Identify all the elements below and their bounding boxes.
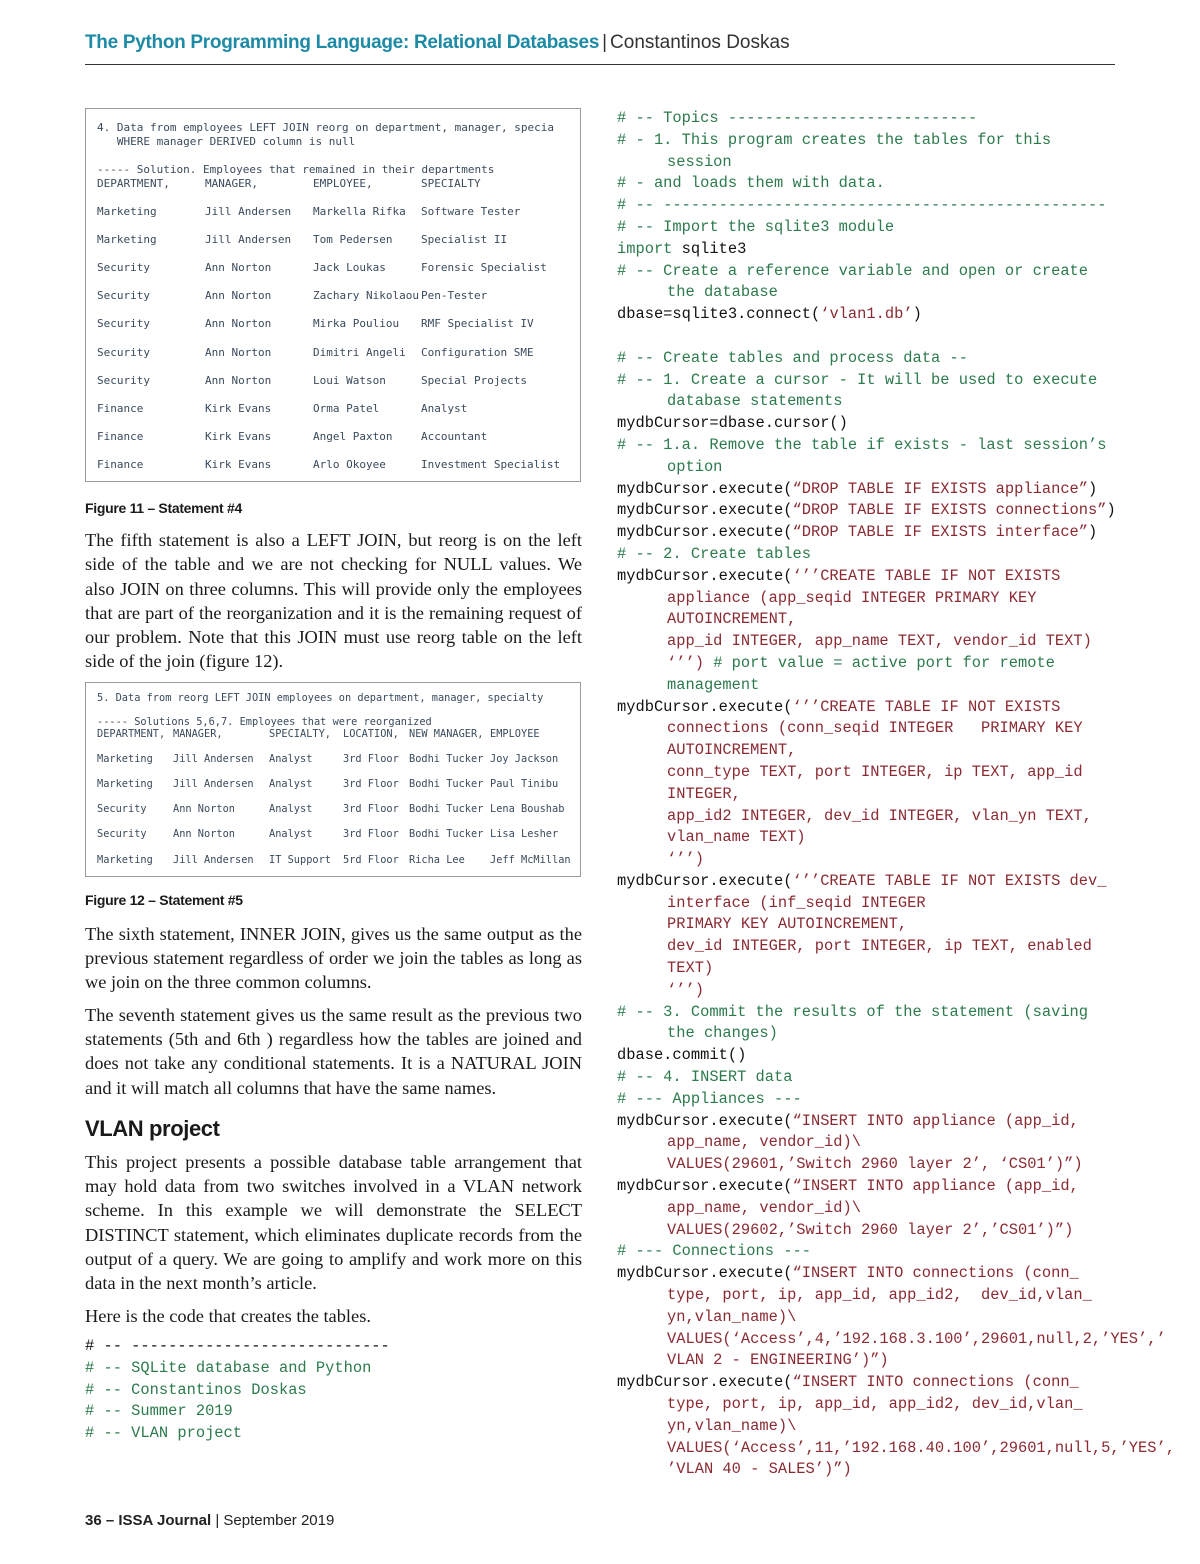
code-line — [617, 675, 1127, 697]
right-column — [617, 108, 1175, 1481]
figure-11-table-row — [97, 346, 576, 360]
column-header: MANAGER, — [205, 177, 258, 190]
code-token: the changes) — [667, 1024, 778, 1043]
code-line — [617, 1416, 1127, 1438]
figure-11-table-row — [97, 289, 576, 303]
code-line — [85, 1423, 582, 1445]
table-cell: Loui Watson — [313, 373, 386, 387]
code-line — [617, 1285, 1127, 1307]
figure-12-column-headers — [97, 728, 576, 742]
code-line — [617, 914, 1127, 936]
table-cell: Jill Andersen — [173, 752, 254, 765]
table-cell: Paul Tinibu — [490, 777, 559, 790]
code-line — [617, 762, 1127, 784]
table-cell: Marketing — [97, 752, 153, 765]
code-token: “INSERT INTO connections (conn_ — [792, 1264, 1079, 1283]
code-token: ) — [1088, 479, 1098, 498]
figure-11-query-line-2: WHERE manager DERIVED column is null — [97, 135, 356, 148]
table-cell: Security — [97, 803, 147, 816]
table-cell: Forensic Specialist — [421, 261, 547, 275]
code-line — [617, 1132, 1127, 1154]
table-cell: Jeff McMillan — [490, 853, 571, 866]
code-line — [617, 544, 1127, 566]
issue-date: September 2019 — [223, 1512, 335, 1529]
body-paragraph: The seventh statement gives us the same result as the previous two statements (5th and 6th ) regardless how the tables are joined and does not take any conditional statements. It is a NATURAL JOIN and it will match all columns that have the same names. — [85, 1004, 582, 1098]
code-token: VALUES(29601,’Switch 2960 layer 2’, ‘CS01’)”) — [667, 1155, 1083, 1174]
code-line — [617, 958, 1127, 980]
code-token: app_name, vendor_id)\ — [667, 1198, 861, 1217]
table-cell: Analyst — [269, 777, 313, 790]
code-line — [617, 609, 1127, 631]
code-line — [617, 304, 1127, 326]
code-token: # --- Appliances --- — [617, 1089, 802, 1108]
table-cell: Jill Andersen — [205, 233, 292, 247]
code-line — [617, 479, 1127, 501]
page-number-label: 36 – ISSA Journal — [85, 1512, 212, 1529]
code-token: management — [667, 675, 760, 694]
code-token: # -- 1. Create a cursor - It will be used to execute — [617, 370, 1098, 389]
code-line — [617, 1045, 1127, 1067]
table-cell: Security — [97, 828, 147, 841]
table-cell: Richa Lee — [409, 853, 465, 866]
table-cell: Markella Rifka — [313, 205, 406, 218]
table-cell: Joy Jackson — [490, 752, 559, 765]
code-token: mydbCursor.execute( — [617, 479, 793, 498]
figure-12-solution-label: ----- Solutions 5,6,7. Employees that were reorganized — [97, 715, 432, 728]
code-token: “DROP TABLE IF EXISTS connections” — [792, 501, 1107, 520]
table-cell: Special Projects — [421, 373, 527, 387]
code-token: # -- SQLite database and Python — [85, 1358, 372, 1377]
figure-12-table-row — [97, 778, 576, 792]
code-line — [617, 827, 1127, 849]
code-line — [617, 391, 1127, 413]
code-line — [617, 1023, 1127, 1045]
code-token: # -- 4. INSERT data — [617, 1068, 793, 1087]
code-line — [617, 282, 1127, 304]
code-line — [617, 849, 1127, 871]
column-header: DEPARTMENT, — [97, 177, 170, 190]
code-token: ‘’’) — [667, 850, 704, 869]
code-token: # -- 2. Create tables — [617, 544, 811, 563]
code-token: mydbCursor.execute( — [617, 1264, 793, 1283]
code-line — [85, 1358, 582, 1380]
figure-12-query-output — [85, 682, 581, 877]
code-line — [617, 173, 1127, 195]
table-cell: Lisa Lesher — [490, 828, 559, 841]
code-line — [617, 1307, 1127, 1329]
table-cell: Marketing — [97, 777, 153, 790]
body-paragraph: Here is the code that creates the tables. — [85, 1305, 371, 1326]
code-token: ‘’’CREATE TABLE IF NOT EXISTS — [792, 697, 1061, 716]
code-token: # -- VLAN project — [85, 1424, 243, 1443]
code-token: mydbCursor.execute( — [617, 1111, 793, 1130]
code-token: mydbCursor.execute( — [617, 501, 793, 520]
table-cell: 3rd Floor — [343, 828, 399, 841]
table-cell: Jack Loukas — [313, 261, 386, 275]
code-token: ) — [912, 305, 922, 324]
figure-11-column-headers — [97, 177, 576, 191]
table-cell: Dimitri Angeli — [313, 345, 406, 359]
table-cell: Marketing — [97, 853, 153, 866]
code-line — [617, 500, 1127, 522]
code-line — [617, 1263, 1127, 1285]
code-token: mydbCursor.execute( — [617, 566, 793, 585]
column-header: SPECIALTY — [421, 177, 481, 190]
code-line — [617, 893, 1127, 915]
table-cell: Specialist II — [421, 233, 508, 247]
code-line — [617, 653, 1127, 675]
body-paragraph: The sixth statement, INNER JOIN, gives us the same output as the previous statement regardless of order we join the tables as long as we join on the three common columns. — [85, 923, 582, 993]
figure-12-table-row — [97, 803, 576, 817]
table-cell: Jill Andersen — [205, 205, 292, 218]
code-token: ‘’’CREATE TABLE IF NOT EXISTS dev_ — [792, 871, 1107, 890]
figure-11-table-row — [97, 233, 576, 247]
code-line — [85, 1380, 582, 1402]
code-listing-right — [617, 108, 1175, 1481]
table-cell: Kirk Evans — [205, 401, 272, 415]
table-cell: Kirk Evans — [205, 457, 272, 471]
code-token: PRIMARY KEY AUTOINCREMENT, — [667, 915, 908, 934]
code-token: type, port, ip, app_id, app_id2, dev_id,vlan_ — [667, 1286, 1092, 1305]
code-token: mydbCursor=dbase.cursor() — [617, 414, 848, 433]
table-cell: Angel Paxton — [313, 429, 393, 443]
table-cell: Finance — [97, 457, 144, 471]
figure-11-solution-label: ----- Solution. Employees that remained in their departments — [97, 163, 495, 176]
code-token: # -- Create tables and process data -- — [617, 348, 968, 367]
code-line — [617, 435, 1127, 457]
figure-11-caption: Figure 11 – Statement #4 — [85, 500, 242, 516]
table-cell: Bodhi Tucker — [409, 828, 484, 841]
code-token: database statements — [667, 392, 843, 411]
code-line — [617, 1089, 1127, 1111]
code-line — [617, 718, 1127, 740]
code-token: “INSERT INTO appliance (app_id, — [792, 1177, 1079, 1196]
table-cell: Lena Boushab — [490, 803, 565, 816]
code-token: AUTOINCREMENT, — [667, 741, 797, 760]
code-token: # -- Topics --------------------------- — [617, 109, 978, 127]
code-line — [617, 1241, 1127, 1263]
code-line — [617, 326, 1127, 348]
table-cell: Arlo Okoyee — [313, 457, 386, 471]
code-token: # port value = active port for remote — [703, 653, 1055, 672]
code-line — [617, 784, 1127, 806]
table-cell: Analyst — [269, 828, 313, 841]
code-line — [617, 1067, 1127, 1089]
table-cell: Security — [97, 317, 150, 331]
code-token: yn,vlan_name)\ — [667, 1307, 797, 1326]
running-header — [85, 32, 1115, 65]
figure-11-table-row — [97, 317, 576, 331]
column-header: SPECIALTY, — [269, 727, 331, 740]
table-cell: IT Support — [269, 853, 331, 866]
figure-11-table-row — [97, 430, 576, 444]
table-cell: Tom Pedersen — [313, 233, 393, 247]
code-token: INTEGER, — [667, 784, 741, 803]
code-token: VALUES(‘Access’,11,’192.168.40.100’,29601,null,5,’YES’, — [667, 1438, 1175, 1457]
figure-12-table-row — [97, 753, 576, 767]
table-cell: Analyst — [269, 803, 313, 816]
column-header: NEW MANAGER, — [409, 727, 484, 740]
column-header: DEPARTMENT, — [97, 727, 166, 740]
code-line — [617, 413, 1127, 435]
table-cell: Ann Norton — [173, 803, 235, 816]
code-token: mydbCursor.execute( — [617, 697, 793, 716]
figure-11-table-row — [97, 402, 576, 416]
author-name: Constantinos Doskas — [610, 32, 790, 53]
code-line — [617, 1154, 1127, 1176]
header-separator: | — [602, 32, 608, 53]
table-cell: Mirka Pouliou — [313, 317, 400, 331]
code-token: dbase=sqlite3.connect( — [617, 305, 821, 324]
figure-11-table-row — [97, 458, 576, 472]
table-cell: 3rd Floor — [343, 752, 399, 765]
column-header: EMPLOYEE, — [313, 177, 373, 190]
code-token: mydbCursor.execute( — [617, 871, 793, 890]
code-token: type, port, ip, app_id, app_id2, dev_id,vlan_ — [667, 1395, 1083, 1414]
code-line — [617, 566, 1127, 588]
left-column — [85, 108, 582, 1445]
figure-11-table-row — [97, 261, 576, 275]
code-token: # - and loads them with data. — [617, 174, 885, 193]
code-token: sqlite3 — [672, 239, 747, 258]
code-token: VALUES(‘Access’,4,’192.168.3.100’,29601,null,2,’YES’,’ — [667, 1329, 1166, 1348]
code-token: TEXT) — [667, 959, 714, 978]
code-token: ) — [1088, 523, 1098, 542]
table-cell: 3rd Floor — [343, 803, 399, 816]
code-line — [617, 936, 1127, 958]
figure-11-query-line-1: 4. Data from employees LEFT JOIN reorg on department, manager, specia — [97, 121, 554, 134]
body-paragraph: This project presents a possible database table arrangement that may hold data from two switches involved in a VLAN network scheme. In this example we will demonstrate the SELECT DISTINCT statement, which eliminates duplicate records from the output of a query. We are going to amplify and work more on this data in the next month’s article. — [85, 1151, 582, 1294]
table-cell: Ann Norton — [205, 373, 272, 387]
code-line — [617, 522, 1127, 544]
table-cell: Pen-Tester — [421, 289, 488, 303]
code-line — [617, 588, 1127, 610]
figure-12-table-row — [97, 854, 576, 868]
table-cell: Finance — [97, 401, 144, 415]
table-cell: Marketing — [97, 205, 157, 218]
footer-separator: | — [215, 1512, 220, 1529]
code-token: AUTOINCREMENT, — [667, 610, 797, 629]
figure-11-query-output — [85, 108, 581, 482]
code-token: # - 1. This program creates the tables for this — [617, 130, 1052, 149]
code-line — [617, 348, 1127, 370]
code-line — [617, 1176, 1127, 1198]
code-token: dev_id INTEGER, port INTEGER, ip TEXT, enabled — [667, 937, 1092, 956]
table-cell: Investment Specialist — [421, 457, 561, 471]
table-cell: Zachary Nikolaou — [313, 289, 419, 303]
table-cell: Bodhi Tucker — [409, 803, 484, 816]
code-listing-left — [85, 1336, 582, 1445]
code-token: vlan_name TEXT) — [667, 828, 806, 847]
code-line — [85, 1401, 582, 1423]
code-token: the database — [667, 283, 778, 302]
table-cell: Configuration SME — [421, 345, 534, 359]
code-token: mydbCursor.execute( — [617, 1373, 793, 1392]
section-heading: VLAN project — [85, 1115, 220, 1141]
code-token: option — [667, 457, 723, 476]
code-token: mydbCursor.execute( — [617, 1177, 793, 1196]
code-line — [617, 261, 1127, 283]
code-line — [617, 806, 1127, 828]
table-cell: Bodhi Tucker — [409, 752, 484, 765]
code-token: # -- 1.a. Remove the table if exists - last session’s — [617, 435, 1107, 454]
code-line — [617, 1350, 1127, 1372]
code-token: # -- Create a reference variable and open or create — [617, 261, 1089, 280]
table-cell: Security — [97, 261, 150, 275]
code-token: “DROP TABLE IF EXISTS interface” — [792, 523, 1089, 542]
code-line — [617, 217, 1127, 239]
figure-11-table-row — [97, 374, 576, 388]
code-token: ‘’’) — [667, 653, 704, 672]
table-cell: Jill Andersen — [173, 777, 254, 790]
code-token: # -- 3. Commit the results of the statement (saving — [617, 1002, 1089, 1021]
code-line — [617, 1459, 1127, 1481]
table-cell: Security — [97, 345, 150, 359]
code-line — [617, 1198, 1127, 1220]
figure-11-table-row — [97, 205, 576, 219]
table-cell: Ann Norton — [205, 345, 272, 359]
table-cell: Kirk Evans — [205, 429, 272, 443]
code-token: conn_type TEXT, port INTEGER, ip TEXT, app_id — [667, 762, 1083, 781]
code-token: dbase.commit() — [617, 1046, 747, 1065]
table-cell: Analyst — [421, 401, 468, 415]
table-cell: Ann Norton — [173, 828, 235, 841]
code-line — [617, 1394, 1127, 1416]
table-cell: Security — [97, 373, 150, 387]
code-token: “DROP TABLE IF EXISTS appliance” — [792, 479, 1089, 498]
code-line — [617, 980, 1127, 1002]
figure-12-caption: Figure 12 – Statement #5 — [85, 891, 243, 908]
code-token: app_id2 INTEGER, dev_id INTEGER, vlan_yn TEXT, — [667, 806, 1092, 825]
table-cell: Finance — [97, 429, 144, 443]
code-line — [617, 1002, 1127, 1024]
code-line — [617, 1438, 1175, 1460]
column-header: MANAGER, — [173, 727, 223, 740]
code-token — [617, 327, 626, 345]
code-line — [617, 871, 1127, 893]
code-token: ’VLAN 40 - SALES’)”) — [667, 1460, 852, 1479]
code-line — [617, 195, 1127, 217]
figure-12-query-line: 5. Data from reorg LEFT JOIN employees on department, manager, specialty — [97, 691, 544, 704]
code-token: # -- ------------------------------------------------ — [617, 196, 1107, 215]
code-line — [617, 108, 1127, 130]
code-line — [617, 370, 1127, 392]
table-cell: Marketing — [97, 233, 157, 247]
code-token: VALUES(29602,’Switch 2960 layer 2’,’CS01’)”) — [667, 1220, 1074, 1239]
code-token: app_name, vendor_id)\ — [667, 1133, 861, 1152]
journal-article-title: The Python Programming Language: Relational Databases — [85, 32, 600, 53]
code-token: # -- Constantinos Doskas — [85, 1380, 307, 1399]
body-paragraph: The fifth statement is also a LEFT JOIN, but reorg is on the left side of the table and we are not checking for NULL values. We also JOIN on three columns. This will provide only the employees that are part of the reorganization and it is the remaining request of our problem. Note that this JOIN must use reorg table on the left side of the join (figure 12). — [85, 530, 582, 672]
code-line — [617, 130, 1127, 152]
code-token: app_id INTEGER, app_name TEXT, vendor_id TEXT) — [667, 632, 1092, 651]
code-line — [617, 1111, 1127, 1133]
code-token: ‘’’) — [667, 980, 704, 999]
code-line — [617, 1220, 1127, 1242]
table-cell: Software Tester — [421, 205, 521, 218]
code-token: ‘’’CREATE TABLE IF NOT EXISTS — [792, 566, 1061, 585]
code-line — [617, 631, 1127, 653]
code-token: connections (conn_seqid INTEGER PRIMARY KEY — [667, 719, 1083, 738]
code-token: session — [667, 152, 732, 171]
table-cell: Ann Norton — [205, 261, 272, 275]
table-cell: Jill Andersen — [173, 853, 254, 866]
figure-12-table-row — [97, 828, 576, 842]
code-token: # -- ---------------------------- — [85, 1336, 390, 1355]
table-cell: Ann Norton — [205, 289, 272, 303]
code-line — [617, 740, 1127, 762]
code-token: “INSERT INTO appliance (app_id, — [792, 1111, 1079, 1130]
code-token: mydbCursor.execute( — [617, 523, 793, 542]
table-cell: 5rd Floor — [343, 853, 399, 866]
column-header: EMPLOYEE — [490, 727, 540, 740]
page-footer — [85, 1512, 334, 1529]
code-token: VLAN 2 - ENGINEERING’)”) — [667, 1351, 889, 1370]
code-token: import — [617, 239, 673, 258]
table-cell: Accountant — [421, 429, 488, 443]
code-token: ‘vlan1.db’ — [820, 305, 913, 324]
code-line — [617, 697, 1127, 719]
code-line — [617, 239, 1127, 261]
code-token: # -- Import the sqlite3 module — [617, 217, 895, 236]
code-token: yn,vlan_name)\ — [667, 1416, 797, 1435]
code-line — [85, 1336, 582, 1358]
code-token: # -- Summer 2019 — [85, 1402, 233, 1421]
code-line — [617, 152, 1127, 174]
table-cell: Orma Patel — [313, 401, 380, 415]
code-token: # --- Connections --- — [617, 1242, 811, 1261]
code-line — [617, 457, 1127, 479]
table-cell: Security — [97, 289, 150, 303]
code-token: ) — [1106, 501, 1116, 520]
table-cell: Bodhi Tucker — [409, 777, 484, 790]
table-cell: RMF Specialist IV — [421, 317, 534, 331]
table-cell: 3rd Floor — [343, 777, 399, 790]
code-token: “INSERT INTO connections (conn_ — [792, 1373, 1079, 1392]
code-line — [617, 1329, 1166, 1351]
table-cell: Analyst — [269, 752, 313, 765]
code-token: interface (inf_seqid INTEGER — [667, 893, 926, 912]
column-header: LOCATION, — [343, 727, 399, 740]
code-token: appliance (app_seqid INTEGER PRIMARY KEY — [667, 588, 1037, 607]
table-cell: Ann Norton — [205, 317, 272, 331]
code-line — [617, 1372, 1127, 1394]
